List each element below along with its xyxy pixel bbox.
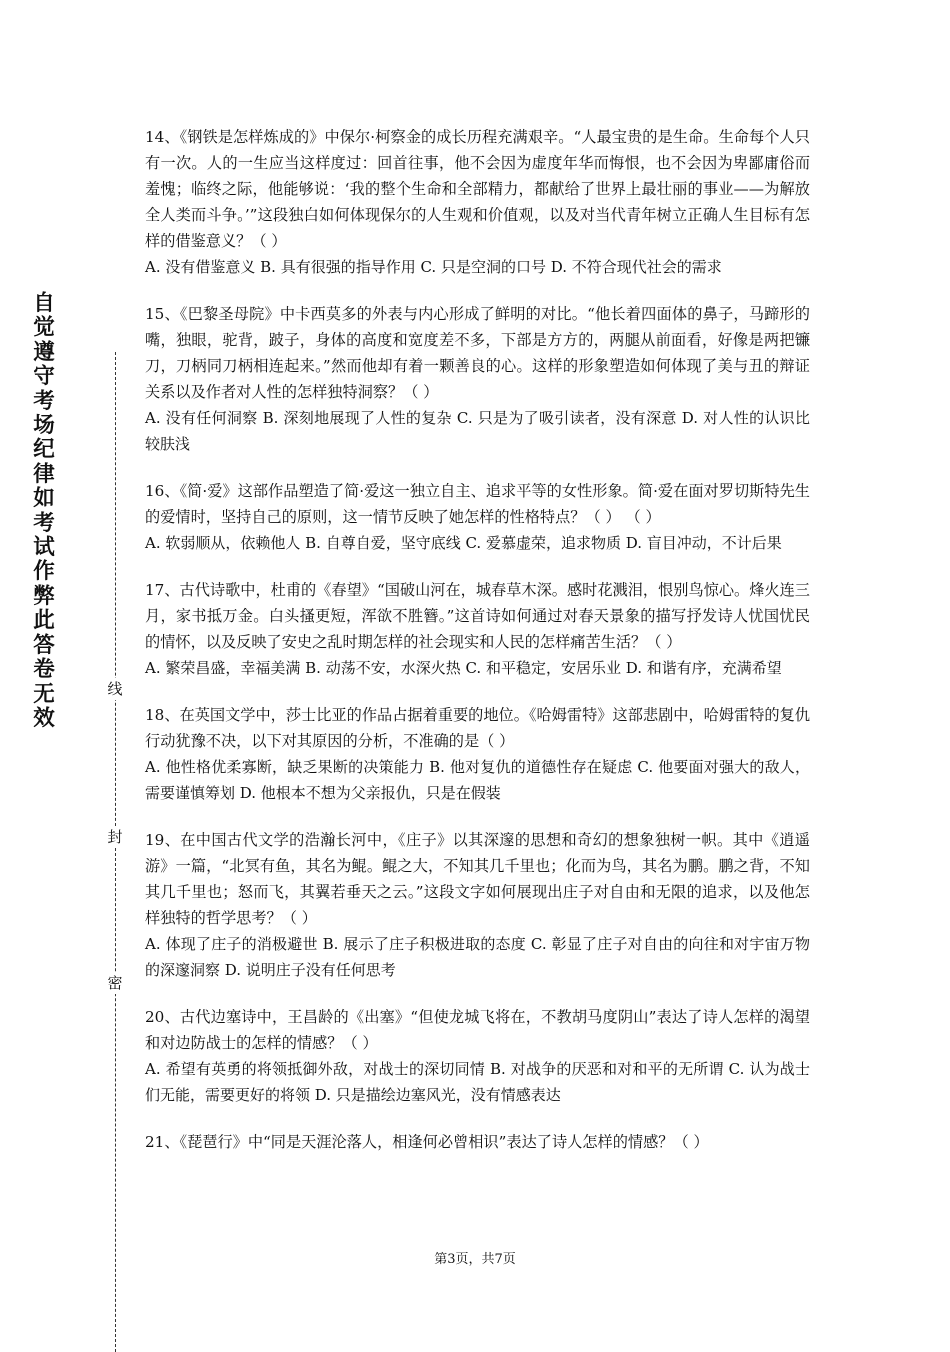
page-number: 第3页，共7页 xyxy=(434,1252,516,1267)
question-options: A. 希望有英勇的将领抵御外敌，对战士的深切同情 B. 对战争的厌恶和对和平的无所谓 C. 认为战士们无能，需要更好的将领 D. 只是描绘边塞风光，没有情感表达 xyxy=(145,1060,810,1104)
question-stem: 19、在中国古代文学的浩瀚长河中，《庄子》以其深邃的思想和奇幻的想象独树一帜。其中《逍遥游》一篇，“北冥有鱼，其名为鲲。鲲之大，不知其几千里也；化而为鸟，其名为鹏。鹏之背，不知其几千里也；怒而飞，其翼若垂天之云。”这段文字如何展现出庄子对自由和无限的追求，以及他怎样独特的哲学思考？（ ） xyxy=(145,831,810,927)
binding-mark-line: 线 xyxy=(104,678,126,700)
question-options: A. 体现了庄子的消极避世 B. 展示了庄子积极进取的态度 C. 彰显了庄子对自由的向往和对宇宙万物的深邃洞察 D. 说明庄子没有任何思考 xyxy=(145,935,810,979)
question-options: A. 繁荣昌盛，幸福美满 B. 动荡不安，水深火热 C. 和平稳定，安居乐业 D. 和谐有序，充满希望 xyxy=(145,659,782,677)
question-19 xyxy=(145,827,810,983)
question-stem: 15、《巴黎圣母院》中卡西莫多的外表与内心形成了鲜明的对比。“他长着四面体的鼻子，马蹄形的嘴，独眼，驼背，跛子，身体的高度和宽度差不多，下部是方方的，两腿从前面看，好像是两把镰刀，刀柄同刀柄相连起来。”然而他却有着一颗善良的心。这样的形象塑造如何体现了美与丑的辩证关系以及作者对人性的怎样独特洞察？（ ） xyxy=(145,305,810,401)
question-16 xyxy=(145,478,810,556)
question-stem: 20、古代边塞诗中，王昌龄的《出塞》“但使龙城飞将在，不教胡马度阴山”表达了诗人怎样的渴望和对边防战士的怎样的情感？（ ） xyxy=(145,1008,810,1052)
question-options: A. 没有借鉴意义 B. 具有很强的指导作用 C. 只是空洞的口号 D. 不符合现代社会的需求 xyxy=(145,258,722,276)
question-stem: 18、在英国文学中，莎士比亚的作品占据着重要的地位。《哈姆雷特》这部悲剧中，哈姆雷特的复仇行动犹豫不决，以下对其原因的分析，不准确的是（ ） xyxy=(145,706,810,750)
binding-line-top xyxy=(115,352,116,1352)
question-stem: 17、古代诗歌中，杜甫的《春望》“国破山河在，城春草木深。感时花溅泪，恨别鸟惊心。烽火连三月，家书抵万金。白头搔更短，浑欲不胜簪。”这首诗如何通过对春天景象的描写抒发诗人忧国忧民的情怀，以及反映了安史之乱时期怎样的社会现实和人民的怎样痛苦生活？（ ） xyxy=(145,581,810,651)
question-stem: 16、《简·爱》这部作品塑造了简·爱这一独立自主、追求平等的女性形象。简·爱在面对罗切斯特先生的爱情时，坚持自己的原则，这一情节反映了她怎样的性格特点？（ ） （ ） xyxy=(145,482,810,526)
question-17 xyxy=(145,577,810,681)
question-options: A. 没有任何洞察 B. 深刻地展现了人性的复杂 C. 只是为了吸引读者，没有深意 D. 对人性的认识比较肤浅 xyxy=(145,409,810,453)
question-20 xyxy=(145,1004,810,1108)
binding-mark-secret: 密 xyxy=(104,972,126,994)
question-options: A. 他性格优柔寡断，缺乏果断的决策能力 B. 他对复仇的道德性存在疑虑 C. 他要面对强大的敌人，需要谨慎筹划 D. 他根本不想为父亲报仇，只是在假装 xyxy=(145,758,810,802)
question-list xyxy=(145,124,810,1176)
question-18 xyxy=(145,702,810,806)
question-15 xyxy=(145,301,810,457)
question-stem: 21、《琵琶行》中“同是天涯沦落人，相逢何必曾相识”表达了诗人怎样的情感？（ ） xyxy=(145,1133,709,1151)
binding-mark-seal: 封 xyxy=(104,826,126,848)
question-stem: 14、《钢铁是怎样炼成的》中保尔·柯察金的成长历程充满艰辛。“人最宝贵的是生命。生命每个人只有一次。人的一生应当这样度过：回首往事，他不会因为虚度年华而悔恨，也不会因为卑鄙庸俗而羞愧；临终之际，他能够说：‘我的整个生命和全部精力，都献给了世界上最壮丽的事业——为解放全人类而斗争。’”这段独白如何体现保尔的人生观和价值观，以及对当代青年树立正确人生目标有怎样的借鉴意义？（ ） xyxy=(145,128,810,250)
question-options: A. 软弱顺从，依赖他人 B. 自尊自爱，坚守底线 C. 爱慕虚荣，追求物质 D. 盲目冲动，不计后果 xyxy=(145,534,782,552)
exam-discipline-notice: 自觉遵守考场纪律如考试作弊此答卷无效 xyxy=(33,291,55,731)
question-21 xyxy=(145,1129,810,1155)
question-14 xyxy=(145,124,810,280)
